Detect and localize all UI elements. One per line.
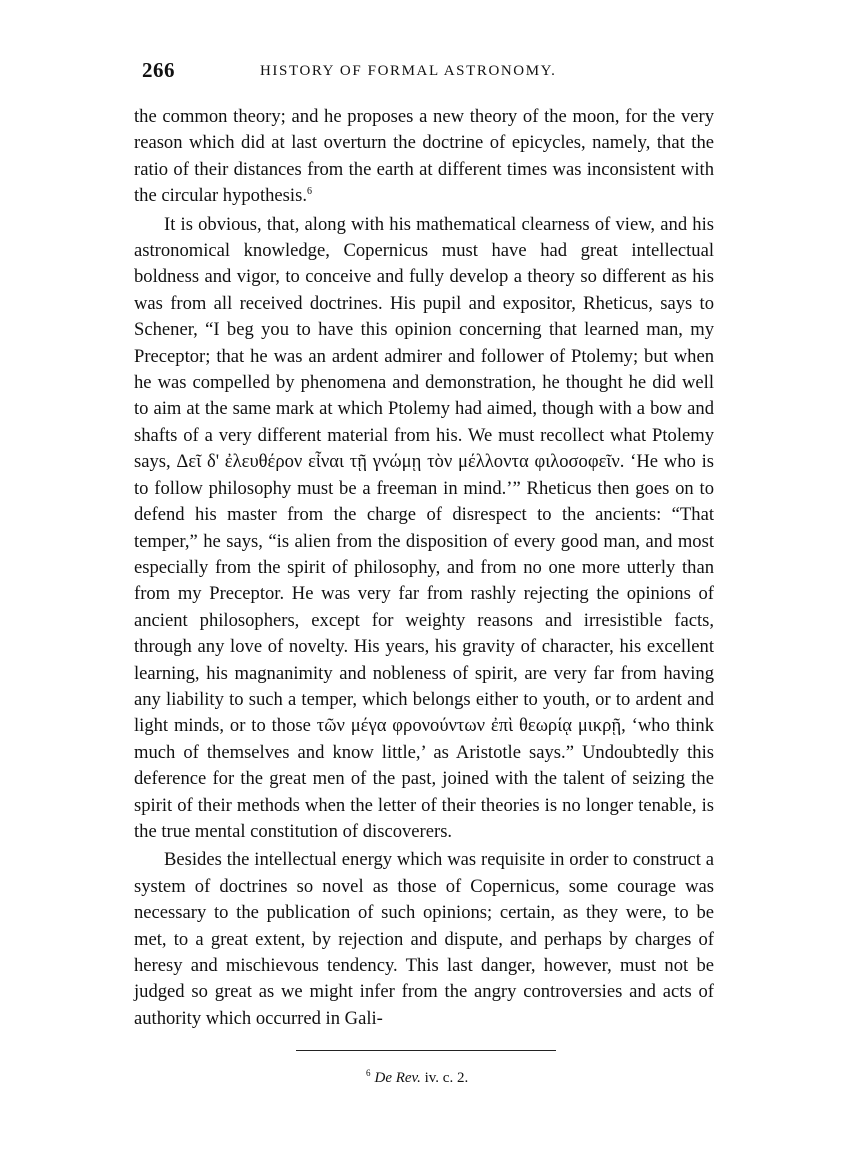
paragraph-courage-publication: Besides the intellectual energy which was requisite in order to construct a system of doctrines so novel as those of Copernicus, some courage was necessary to the publication of such opinions; certain, as they were, to be met, to a great extent, by rejection and dispute, and perhaps by charges of heresy and mischievous tendency. This last danger, however, must not be judged so great as we might infer from the angry controversies and acts of authority which occurred in Gali- [134,849,714,1029]
footnote [366,1068,468,1087]
paragraph-text: the common theory; and he proposes a new theory of the moon, for the very reason which did at last overturn the doctrine of epicycles, namely, that the ratio of their distances from the earth at different times was inconsistent with the circular hypothesis. [134,106,714,207]
paragraph-copernicus-boldness: It is obvious, that, along with his mathematical clearness of view, and his astronomical knowledge, Copernicus must have had great intellectual boldness and vigor, to conceive and fully develop a theory so different as his was from all received doctrines. His pupil and expositor, Rheticus, says to Schener, “I beg you to have this opinion concerning that learned man, my Preceptor; that he was an ardent admirer and follower of Ptolemy; but when he was compelled by phenomena and demonstration, he thought he did well to aim at the same mark at which Ptolemy had aimed, though with a bow and shafts of a very different material from his. We must recollect what Ptolemy says, Δεῖ δ' ἐλευθέρον εἶναι τῇ γνώμῃ τὸν μέλλοντα φιλοσοφεῖν. ‘He who is to follow philosophy must be a freeman in mind.’” Rheticus then goes on to defend his master from the charge of disrespect to the ancients: “That temper,” he says, “is alien from the disposition of every good man, and most especially from the spirit of philosophy, and from no one more utterly than from my Preceptor. He was very far from rashly rejecting the opinions of ancient philosophers, except for weighty reasons and irresistible facts, through any love of novelty. His years, his gravity of character, his excellent learning, his magnanimity and nobleness of spirit, are very far from having any liability to such a temper, which belongs either to youth, or to ardent and light minds, or to those τῶν μέγα φρονούντων ἐπὶ θεωρίᾳ μικρῇ, ‘who think much of themselves and know little,’ as Aristotle says.” Undoubtedly this deference for the great men of the past, joined with the talent of seizing the spirit of their methods when the letter of their theories is no longer tenable, is the true mental constitution of discoverers. [134,213,714,842]
footnote-divider [296,1050,556,1051]
running-head [142,58,712,90]
page-number: 266 [142,58,175,82]
footnote-reference: 6 [306,186,312,198]
running-title: HISTORY OF FORMAL ASTRONOMY. [260,63,557,79]
paragraph-continued [134,104,714,210]
footnote-title: De Rev. [374,1070,421,1086]
footnote-mark: 6 [366,1068,371,1078]
footnote-reference-text: iv. c. 2. [424,1070,469,1086]
body-text [134,104,714,1032]
